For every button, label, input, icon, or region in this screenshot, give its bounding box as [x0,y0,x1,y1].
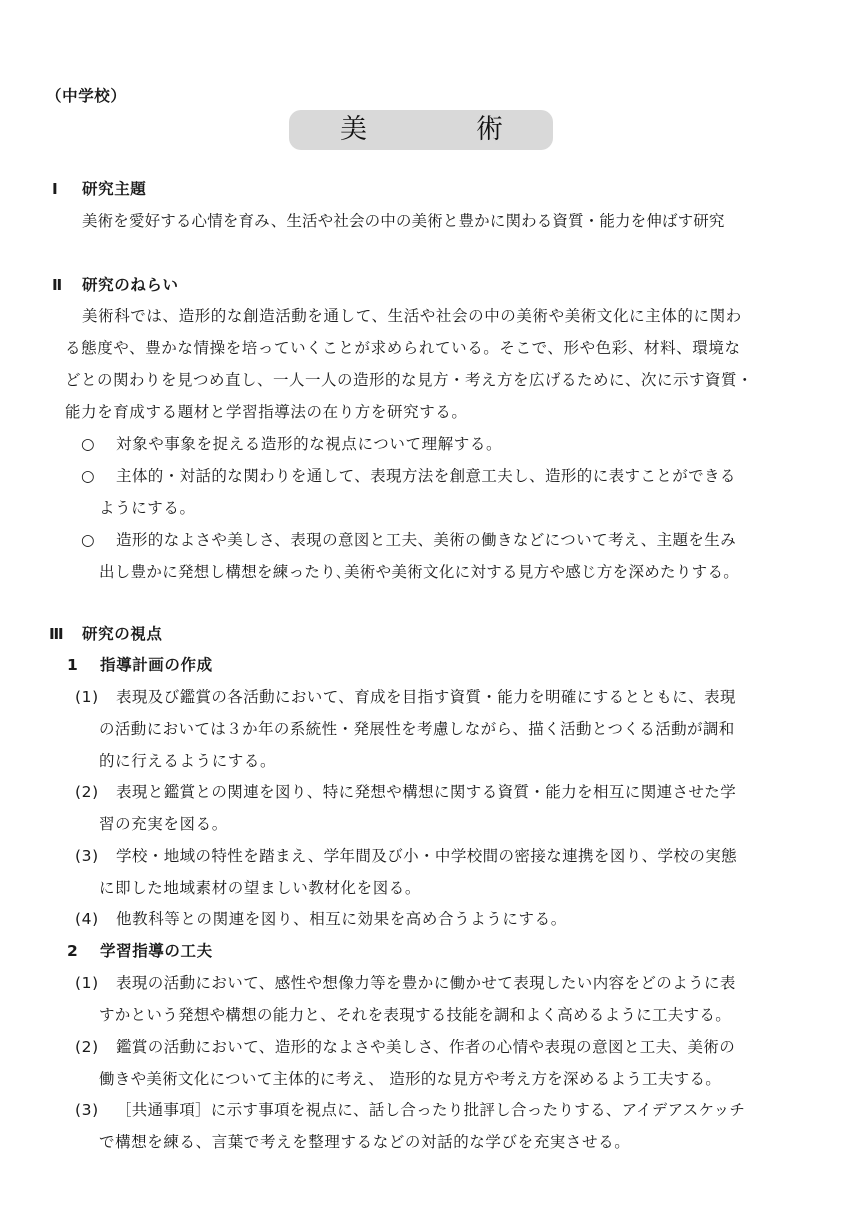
aim-paragraph-line: 美術科では、造形的な創造活動を通して、生活や社会の中の美術や美術文化に主体的に関わ [82,307,742,325]
teaching-item-line: 鑑賞の活動において、造形的なよさや美しさ、作者の心情や表現の意図と工夫、美術の [116,1038,736,1056]
subject-title-char-1: 美 [340,114,367,145]
teaching-item-line: ［共通事項］に示す事項を視点に、話し合ったり批評し合ったりする、アイデアスケッチ [116,1101,746,1119]
item-number: (1) [75,974,99,992]
item-number: (2) [75,783,99,801]
plan-item-line: の活動においては３か年の系統性・発展性を考慮しながら、描く活動とつくる活動が調和 [99,720,735,738]
plan-item-line: 他教科等との関連を図り、相互に効果を高め合うようにする。 [116,910,567,928]
school-level-label: （中学校） [46,87,127,105]
section-3-heading: 研究の視点 [82,625,163,643]
item-number: (2) [75,1038,99,1056]
section-1-heading: 研究主題 [82,180,147,198]
subsection-1-heading: 指導計画の作成 [100,656,213,674]
subject-title-char-2: 術 [476,114,503,145]
teaching-item-line: すかという発想や構想の能力と、それを表現する技能を調和よく高めるように工夫する。 [99,1006,732,1024]
plan-item-line: 表現及び鑑賞の各活動において、育成を目指す資質・能力を明確にするとともに、表現 [116,688,736,706]
aim-item-line: ようにする。 [99,499,196,517]
section-1-numeral: Ⅰ [52,180,59,198]
circle-bullet-icon: ○ [81,531,96,549]
section-3-numeral: Ⅲ [49,625,65,643]
circle-bullet-icon: ○ [81,467,96,485]
aim-item-line: 出し豊かに発想し構想を練ったり､美術や美術文化に対する見方や感じ方を深めたりする。 [99,563,740,581]
aim-paragraph-line: どとの関わりを見つめ直し、一人一人の造形的な見方・考え方を広げるために、次に示す資質・ [65,371,754,389]
teaching-item-line: 働きや美術文化について主体的に考え、 造形的な見方や考え方を深めるよう工夫する。 [99,1070,722,1088]
aim-paragraph-line: る態度や、豊かな情操を培っていくことが求められている。そこで、形や色彩、材料、環境な [65,339,741,357]
plan-item-line: 的に行えるようにする。 [99,752,277,770]
subsection-2-number: 2 [67,942,79,960]
research-theme-text: 美術を愛好する心情を育み、生活や社会の中の美術と豊かに関わる資質・能力を伸ばす研究 [82,212,725,230]
section-2-heading: 研究のねらい [82,276,179,294]
aim-paragraph-line: 能力を育成する題材と学習指導法の在り方を研究する。 [65,403,468,421]
aim-item-line: 造形的なよさや美しさ、表現の意図と工夫、美術の働きなどについて考え、主題を生み [116,531,737,549]
teaching-item-line: 表現の活動において、感性や想像力等を豊かに働かせて表現したい内容をどのように表 [116,974,736,992]
teaching-item-line: で構想を練る、言葉で考えを整理するなどの対話的な学びを充実させる。 [99,1133,631,1151]
plan-item-line: に即した地域素材の望ましい教材化を図る。 [99,879,422,897]
item-number: (1) [75,688,99,706]
plan-item-line: 表現と鑑賞との関連を図り、特に発想や構想に関する資質・能力を相互に関連させた学 [116,783,737,801]
item-number: (3) [75,847,99,865]
circle-bullet-icon: ○ [81,435,96,453]
subsection-1-number: 1 [67,656,79,674]
aim-item-line: 主体的・対話的な関わりを通して、表現方法を創意工夫し、造形的に表すことができる [116,467,736,485]
plan-item-line: 習の充実を図る。 [99,815,228,833]
item-number: (3) [75,1101,99,1119]
section-2-numeral: Ⅱ [52,276,63,294]
subsection-2-heading: 学習指導の工夫 [100,942,213,960]
item-number: (4) [75,910,99,928]
subject-title-banner [289,110,553,150]
aim-item-line: 対象や事象を捉える造形的な視点について理解する。 [116,435,503,453]
plan-item-line: 学校・地域の特性を踏まえ、学年間及び小・中学校間の密接な連携を図り、学校の実態 [116,847,738,865]
